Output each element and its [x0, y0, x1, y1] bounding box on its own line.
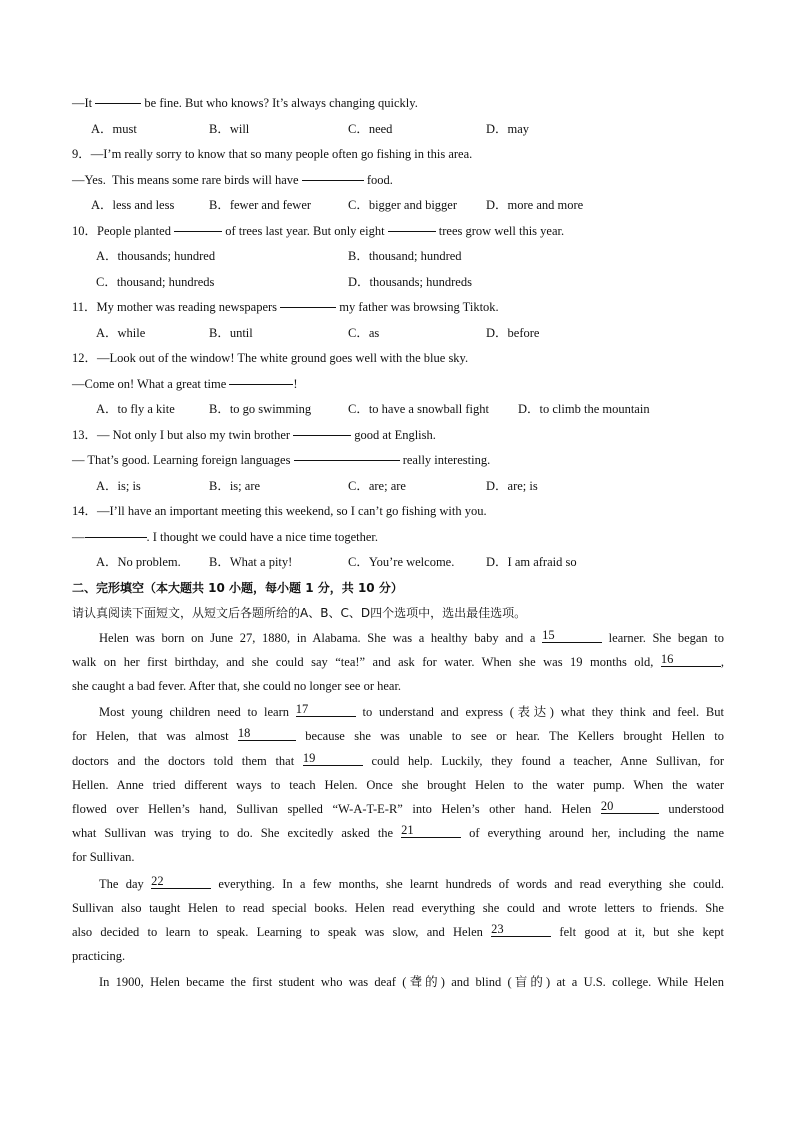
q14-options	[72, 550, 724, 576]
passage-text: learner. She began to	[602, 630, 725, 645]
q9-option-a[interactable]: A．less and less	[91, 198, 175, 212]
q10-option-c[interactable]: C．thousand; hundreds	[96, 274, 215, 289]
cloze-blank-17[interactable]: 17	[296, 702, 356, 717]
q8-blank[interactable]	[95, 103, 141, 104]
cloze-blank-18[interactable]: 18	[238, 726, 296, 741]
passage-text: Most young children need to learn	[99, 705, 296, 720]
q9-option-d[interactable]: D．more and more	[486, 198, 584, 212]
cloze-blank-20[interactable]: 20	[601, 799, 659, 814]
passage-text: Helen was born on June 27, 1880, in Alabama. She was a healthy baby and a	[99, 630, 543, 645]
passage-line	[72, 920, 724, 944]
q8-option-b[interactable]: B．will	[209, 121, 250, 136]
passage-text: of everything around her, including the name	[461, 826, 724, 841]
q11-blank[interactable]	[280, 307, 336, 308]
q8-stem-part-a: —It	[72, 96, 96, 110]
q13-reply-part-b: really interesting.	[399, 453, 491, 467]
q11-options	[72, 321, 724, 347]
passage-line: Hellen. Anne tried different ways to teach Helen. Once she brought Helen to the water pump. When the water	[72, 777, 724, 792]
passage-line	[72, 749, 724, 773]
q9-reply-part-a: —Yes. This means some rare birds will have	[72, 172, 302, 187]
q9-reply-part-b: food.	[363, 172, 393, 187]
q13-blank-1[interactable]	[293, 435, 351, 436]
q8-option-a[interactable]: A．must	[91, 121, 137, 136]
q9-option-c[interactable]: C．bigger and bigger	[348, 198, 458, 212]
q14-reply-part-b: . I thought we could have a nice time together.	[146, 529, 379, 544]
cloze-blank-15[interactable]: 15	[542, 628, 602, 643]
q13-options	[72, 474, 724, 500]
q12-blank[interactable]	[229, 384, 293, 385]
q12-option-b[interactable]: B．to go swimming	[209, 402, 312, 416]
q13-reply	[72, 448, 724, 474]
passage-text: everything. In a few months, she learnt hundreds of words and read everything she could.	[211, 876, 725, 891]
cloze-blank-22[interactable]: 22	[151, 874, 211, 889]
q13-option-d[interactable]: D．are; is	[486, 478, 538, 493]
q14-reply-part-a: —	[72, 529, 85, 544]
q14-option-d[interactable]: D．I am afraid so	[486, 555, 577, 569]
q8-stem-part-b: be fine. But who knows? It’s always changing quickly.	[141, 96, 418, 110]
q12-options	[72, 397, 724, 423]
passage-text: understood	[658, 801, 724, 816]
passage-text: could help. Luckily, they found a teacher, Anne Sullivan, for	[362, 753, 724, 768]
q11-option-b[interactable]: B．until	[209, 325, 253, 340]
passage-line: practicing.	[72, 949, 126, 964]
q10-options-row2	[72, 270, 724, 296]
passage-text: walk on her first birthday, and she could say “tea!” and ask for water. When she was 19 months old,	[72, 654, 661, 669]
passage-line	[72, 797, 724, 821]
q12-reply	[72, 372, 724, 398]
q9-options	[72, 193, 724, 219]
q14-option-a[interactable]: A．No problem.	[96, 555, 181, 569]
passage-paragraph-2	[72, 700, 724, 869]
passage-line: In 1900, Helen became the first student who was deaf (聋的) and blind (盲的) at a U.S. college. While Helen	[99, 975, 724, 990]
q13-stem-part-b: good at English.	[351, 427, 436, 442]
passage-line: she caught a bad fever. After that, she could no longer see or hear.	[72, 678, 402, 693]
passage-paragraph-1	[72, 626, 724, 699]
passage-text: ,	[720, 654, 724, 669]
q10-option-b[interactable]: B．thousand; hundred	[348, 249, 462, 263]
q10-blank-2[interactable]	[388, 231, 436, 232]
q11-part-b: my father was browsing Tiktok.	[336, 300, 499, 314]
q12-option-d[interactable]: D．to climb the mountain	[518, 402, 650, 416]
q11-option-d[interactable]: D．before	[486, 325, 540, 340]
q12-stem: 12．—Look out of the window! The white ground goes well with the blue sky.	[72, 351, 469, 365]
document-page	[72, 91, 724, 995]
q13-option-b[interactable]: B．is; are	[209, 478, 261, 493]
q14-option-c[interactable]: C．You’re welcome.	[348, 555, 455, 569]
q10-part-a: 10．People planted	[72, 223, 175, 238]
section-2-instruction: 请认真阅读下面短文，从短文后各题所给的A、B、C、D四个选项中，选出最佳选项。	[72, 605, 527, 620]
q12-reply-part-a: —Come on! What a great time	[72, 376, 230, 391]
passage-line	[72, 626, 724, 650]
passage-paragraph-3	[72, 872, 724, 969]
q11-option-a[interactable]: A．while	[96, 325, 146, 340]
passage-text: The day	[99, 876, 152, 891]
q14-stem: 14．—I’ll have an important meeting this weekend, so I can’t go fishing with you.	[72, 504, 487, 518]
q12-reply-part-b: !	[293, 376, 298, 391]
q8-options	[72, 117, 724, 143]
q13-stem	[72, 423, 724, 449]
passage-line	[72, 700, 724, 724]
passage-line: for Sullivan.	[72, 850, 135, 865]
passage-line	[72, 650, 724, 674]
passage-text: doctors and the doctors told them that	[72, 753, 303, 768]
q13-option-c[interactable]: C．are; are	[348, 478, 406, 493]
q10-stem	[72, 219, 724, 245]
q13-reply-part-a: — That’s good. Learning foreign languages	[72, 453, 294, 467]
cloze-blank-16[interactable]: 16	[661, 652, 721, 667]
q10-part-c: trees grow well this year.	[435, 223, 565, 238]
cloze-blank-19[interactable]: 19	[303, 751, 363, 766]
q11-option-c[interactable]: C．as	[348, 325, 380, 340]
passage-text: flowed over Hellen’s hand, Sullivan spelled “W-A-T-E-R” into Helen’s other hand. Helen	[72, 801, 601, 816]
q9-blank[interactable]	[302, 180, 364, 181]
passage-text: what Sullivan was trying to do. She excitedly asked the	[72, 826, 402, 841]
section-2-title: 二、完形填空（本大题共 10 小题，每小题 1 分，共 10 分）	[72, 580, 403, 595]
passage-line	[72, 724, 724, 748]
q9-stem: 9．—I’m really sorry to know that so many people often go fishing in this area.	[72, 147, 473, 161]
q13-option-a[interactable]: A．is; is	[96, 478, 141, 493]
q8-option-c[interactable]: C．need	[348, 121, 393, 136]
cloze-blank-23[interactable]: 23	[491, 922, 551, 937]
q8-option-d[interactable]: D．may	[486, 121, 530, 136]
q8-stem	[72, 91, 724, 117]
q11-part-a: 11．My mother was reading newspapers	[72, 300, 281, 314]
passage-text: to understand and express (表达) what they think and feel. But	[355, 705, 724, 720]
passage-line: Sullivan also taught Helen to read special books. Helen read everything she could and wrote letters to friends. She	[72, 900, 724, 915]
q14-option-b[interactable]: B．What a pity!	[209, 555, 293, 569]
q9-option-b[interactable]: B．fewer and fewer	[209, 198, 312, 212]
passage-text: also decided to learn to speak. Learning to speak was slow, and Helen	[72, 924, 492, 939]
q10-options-row1	[72, 244, 724, 270]
q10-option-a[interactable]: A．thousands; hundred	[96, 249, 216, 263]
q14-reply	[72, 525, 724, 551]
passage-text: felt good at it, but she kept	[551, 924, 724, 939]
q12-option-a[interactable]: A．to fly a kite	[96, 402, 175, 416]
q10-option-d[interactable]: D．thousands; hundreds	[348, 274, 472, 289]
passage-line	[72, 821, 724, 845]
q9-reply	[72, 168, 724, 194]
passage-text: because she was unable to see or hear. The Kellers brought Hellen to	[295, 729, 725, 744]
passage-line	[72, 872, 724, 896]
q12-option-c[interactable]: C．to have a snowball fight	[348, 402, 489, 416]
q13-blank-2[interactable]	[294, 460, 400, 461]
q10-part-b: of trees last year. But only eight	[222, 223, 388, 238]
q14-blank[interactable]	[85, 537, 147, 538]
q13-stem-part-a: 13．— Not only I but also my twin brother	[72, 427, 294, 442]
q11-stem	[72, 295, 724, 321]
cloze-blank-21[interactable]: 21	[401, 823, 461, 838]
q10-blank-1[interactable]	[174, 231, 222, 232]
passage-text: for Helen, that was almost	[72, 729, 238, 744]
passage-paragraph-4	[72, 970, 724, 994]
